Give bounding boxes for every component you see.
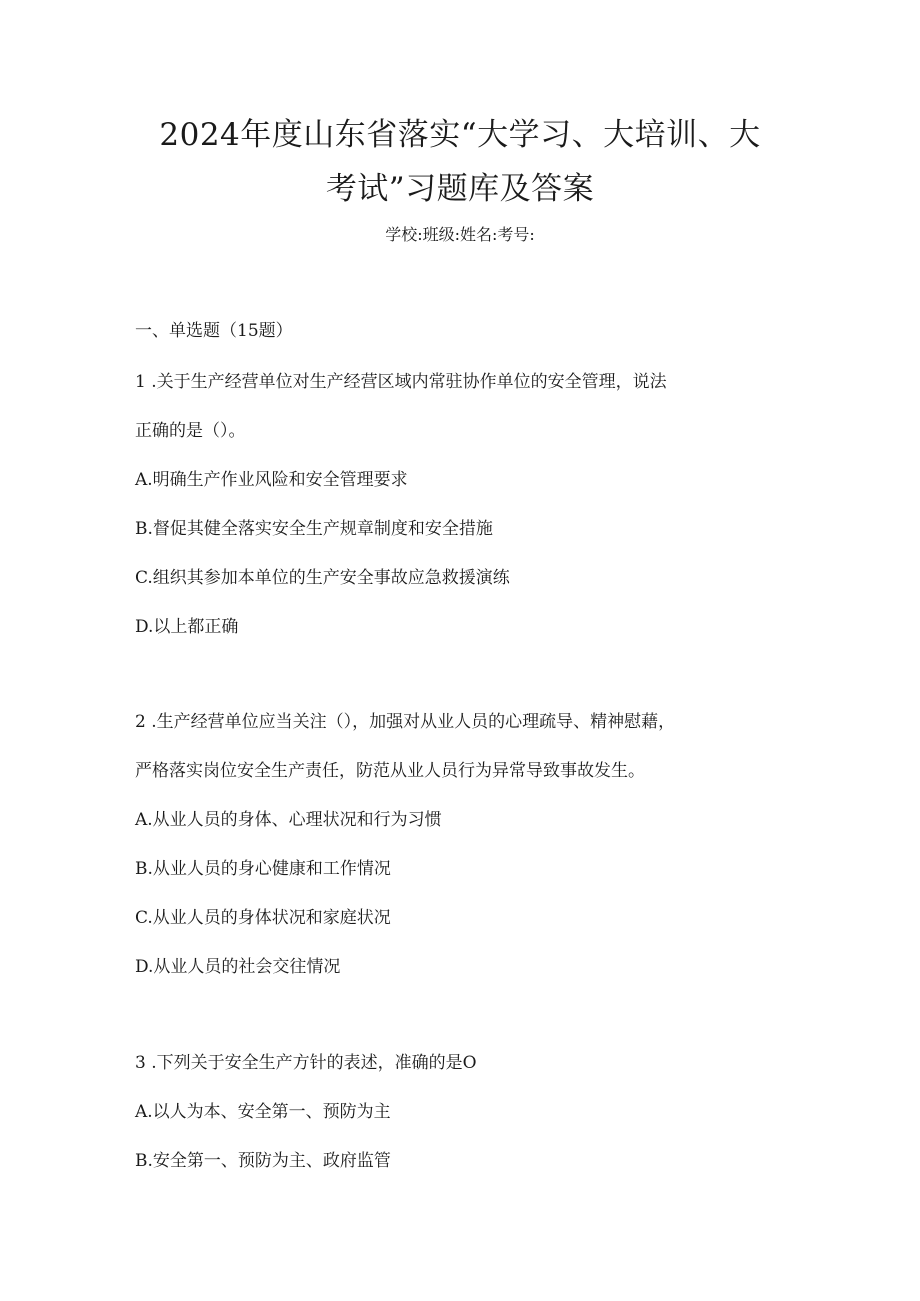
option-d: D.以上都正确 [135,617,239,637]
question-1 [135,371,775,638]
section-heading: 一、单选题（15题） [135,321,293,341]
question-stem-line: 2 .生产经营单位应当关注（），加强对从业人员的心理疏导、精神慰藉， [135,712,676,732]
option-b: B.督促其健全落实安全生产规章制度和安全措施 [135,519,493,539]
option-d: D.从业人员的社会交往情况 [135,957,341,977]
question-2 [135,711,775,978]
question-stem [135,371,775,442]
option-b: B.从业人员的身心健康和工作情况 [135,859,391,879]
option-c: C.从业人员的身体状况和家庭状况 [135,908,391,928]
option-a: A.从业人员的身体、心理状况和行为习惯 [135,810,442,830]
option-c: C.组织其参加本单位的生产安全事故应急救援演练 [135,568,510,588]
question-stem-line: 3 .下列关于安全生产方针的表述，准确的是O [135,1053,477,1073]
option-a: A.以人为本、安全第一、预防为主 [135,1102,391,1122]
question-stem-line: 严格落实岗位安全生产责任，防范从业人员行为异常导致事故发生。 [135,761,645,781]
question-3 [135,1052,775,1172]
question-stem [135,711,775,782]
question-stem-line: 正确的是（）。 [135,421,246,441]
question-stem [135,1052,775,1074]
title-line-1: 2024年度山东省落实“大学习、大培训、大 [159,117,761,153]
option-a: A.明确生产作业风险和安全管理要求 [135,470,408,490]
student-info-line: 学校:班级:姓名:考号: [385,225,535,244]
question-stem-line: 1 .关于生产经营单位对生产经营区域内常驻协作单位的安全管理，说法 [135,372,667,392]
document-title [100,108,820,216]
title-line-2: 考试”习题库及答案 [325,171,595,207]
option-b: B.安全第一、预防为主、政府监管 [135,1151,391,1171]
